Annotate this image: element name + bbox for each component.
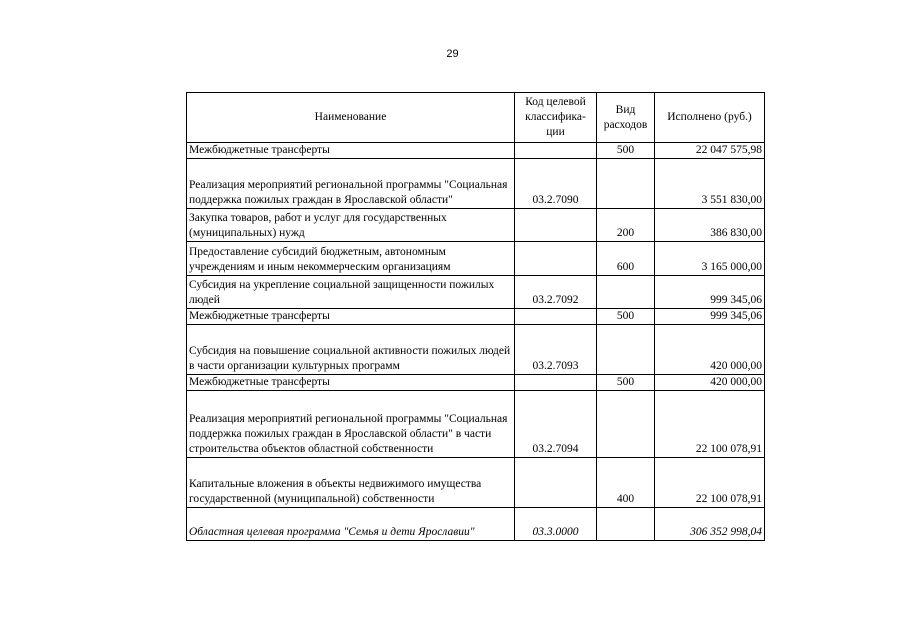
row-type [597,276,655,309]
table-row [187,375,765,391]
row-amount: 22 047 575,98 [655,143,765,159]
row-type: 500 [597,375,655,391]
row-type: 500 [597,309,655,325]
page-number: 29 [446,48,459,60]
row-code [515,209,597,242]
row-type: 500 [597,143,655,159]
row-name: Закупка товаров, работ и услуг для государственных (муниципальных) нужд [187,209,515,242]
row-name: Реализация мероприятий региональной программы "Социальная поддержка пожилых граждан в Ярославской области" в части строительства объектов областной собственности [187,391,515,458]
row-code [515,458,597,508]
row-code: 03.2.7090 [515,159,597,209]
row-code [515,143,597,159]
row-type [597,159,655,209]
row-amount: 22 100 078,91 [655,391,765,458]
table-row [187,242,765,276]
header-amount: Исполнено (руб.) [655,93,765,143]
row-amount: 386 830,00 [655,209,765,242]
row-code: 03.2.7092 [515,276,597,309]
row-amount: 420 000,00 [655,375,765,391]
row-name: Межбюджетные трансферты [187,143,515,159]
table-header-row [187,93,765,143]
row-type [597,325,655,375]
row-name: Субсидия на укрепление социальной защищенности пожилых людей [187,276,515,309]
row-type: 600 [597,242,655,276]
header-type: Вид расходов [597,93,655,143]
row-amount: 3 165 000,00 [655,242,765,276]
row-code: 03.2.7093 [515,325,597,375]
row-type [597,391,655,458]
row-name: Реализация мероприятий региональной программы "Социальная поддержка пожилых граждан в Ярославской области" [187,159,515,209]
row-type: 200 [597,209,655,242]
row-name: Предоставление субсидий бюджетным, автономным учреждениям и иным некоммерческим организациям [187,242,515,276]
header-name: Наименование [187,93,515,143]
table-row [187,458,765,508]
row-code [515,309,597,325]
row-name: Межбюджетные трансферты [187,375,515,391]
table-row [187,325,765,375]
row-name: Капитальные вложения в объекты недвижимого имущества государственной (муниципальной) собственности [187,458,515,508]
row-code [515,242,597,276]
budget-execution-table [186,92,765,541]
table-row-program-total [187,508,765,541]
row-amount: 420 000,00 [655,325,765,375]
row-amount: 306 352 998,04 [655,508,765,541]
row-code: 03.3.0000 [515,508,597,541]
table-row [187,276,765,309]
row-code: 03.2.7094 [515,391,597,458]
table-row [187,159,765,209]
table-row [187,309,765,325]
row-name: Межбюджетные трансферты [187,309,515,325]
table-row [187,391,765,458]
table-row [187,143,765,159]
header-code: Код целевой классифика-ции [515,93,597,143]
row-amount: 999 345,06 [655,276,765,309]
row-amount: 999 345,06 [655,309,765,325]
row-code [515,375,597,391]
row-type [597,508,655,541]
row-amount: 3 551 830,00 [655,159,765,209]
row-name: Областная целевая программа "Семья и дети Ярославии" [187,508,515,541]
row-name: Субсидия на повышение социальной активности пожилых людей в части организации культурных программ [187,325,515,375]
row-amount: 22 100 078,91 [655,458,765,508]
table-row [187,209,765,242]
row-type: 400 [597,458,655,508]
